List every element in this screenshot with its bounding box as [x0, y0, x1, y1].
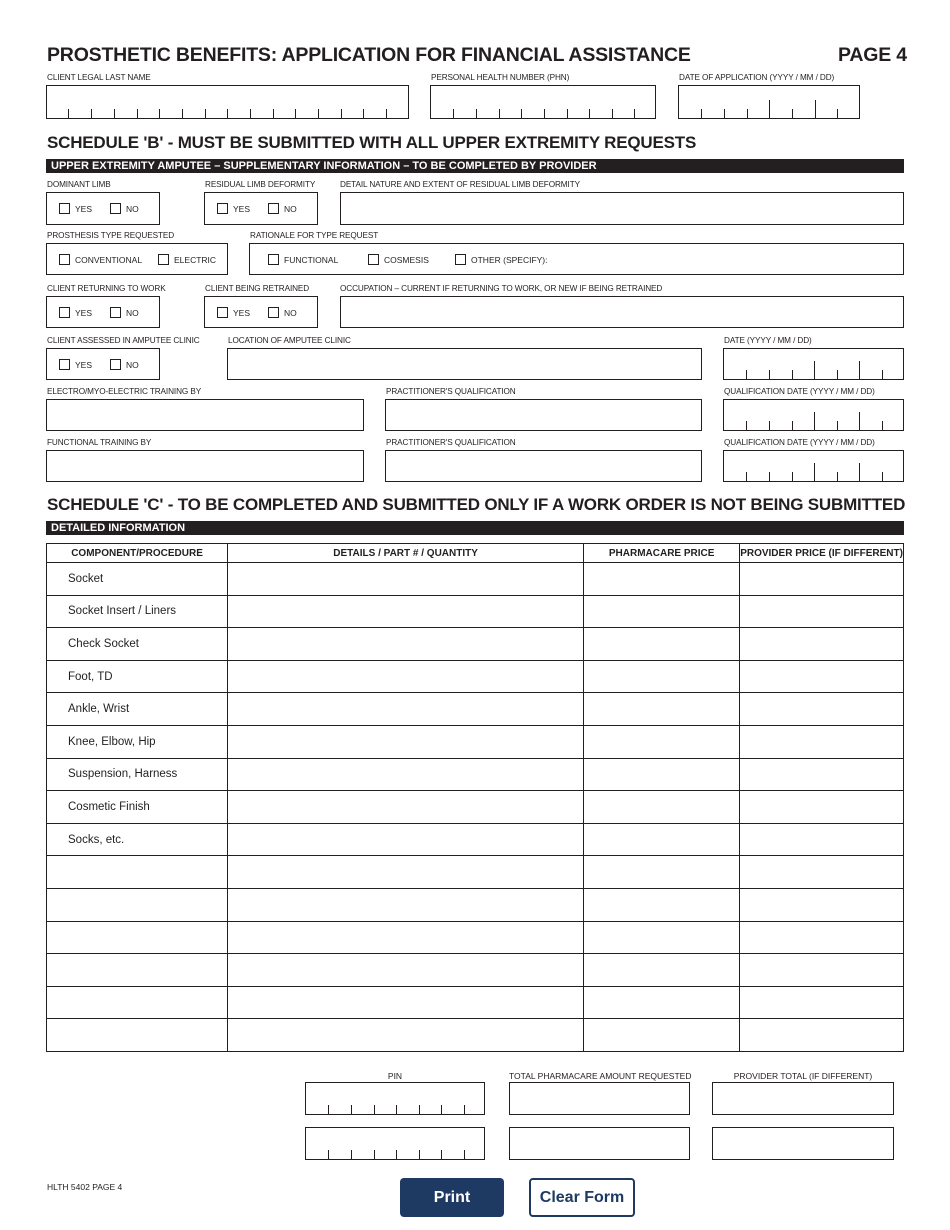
pharmacare-price-cell[interactable] [584, 563, 740, 596]
pin-ticks [306, 1150, 486, 1159]
component-cell: Ankle, Wrist [47, 693, 228, 726]
being-retrained-label: CLIENT BEING RETRAINED [205, 284, 310, 293]
component-cell: Socket [47, 563, 228, 596]
table-row [47, 758, 904, 791]
assessed-clinic-no[interactable] [110, 359, 139, 370]
electro-qual-date-label: QUALIFICATION DATE (YYYY / MM / DD) [724, 387, 875, 396]
pharmacare-price-cell[interactable] [584, 921, 740, 954]
checkbox[interactable] [217, 307, 228, 318]
assessed-clinic-group [46, 348, 160, 380]
last-name-field[interactable] [46, 85, 409, 119]
provider-price-cell[interactable] [740, 823, 904, 856]
checkbox-label: YES [75, 307, 93, 318]
provider-price-cell[interactable] [740, 758, 904, 791]
schedule-b-bar: UPPER EXTREMITY AMPUTEE – SUPPLEMENTARY INFORMATION – TO BE COMPLETED BY PROVIDER [46, 159, 904, 173]
checkbox-label: NO [284, 203, 297, 214]
pin-field-2[interactable] [305, 1127, 485, 1160]
checkbox[interactable] [59, 203, 70, 214]
col-header-component: COMPONENT/PROCEDURE [47, 544, 228, 563]
details-cell[interactable] [228, 791, 584, 824]
residual-deformity-yes[interactable] [217, 203, 250, 214]
pharmacare-price-cell[interactable] [584, 986, 740, 1019]
application-date-ticks [679, 109, 861, 118]
electro-practitioner-qual-label: PRACTITIONER'S QUALIFICATION [386, 387, 516, 396]
checkbox[interactable] [268, 307, 279, 318]
details-cell[interactable] [228, 595, 584, 628]
details-cell[interactable] [228, 1019, 584, 1052]
component-cell: Foot, TD [47, 660, 228, 693]
being-retrained-no[interactable] [268, 307, 297, 318]
occupation-label: OCCUPATION – CURRENT IF RETURNING TO WORK, OR NEW IF BEING RETRAINED [340, 284, 663, 293]
component-cell: Socket Insert / Liners [47, 595, 228, 628]
pharmacare-price-cell[interactable] [584, 628, 740, 661]
checkbox[interactable] [110, 307, 121, 318]
details-cell[interactable] [228, 954, 584, 987]
provider-price-cell[interactable] [740, 921, 904, 954]
rationale-group [249, 243, 904, 275]
clinic-date-label: DATE (YYYY / MM / DD) [724, 336, 812, 345]
checkbox-label: OTHER (SPECIFY): [471, 254, 548, 265]
option-conventional[interactable] [59, 254, 142, 265]
pharmacare-price-cell[interactable] [584, 856, 740, 889]
table-row [47, 595, 904, 628]
checkbox-label: YES [233, 203, 251, 214]
electro-training-field[interactable] [46, 399, 364, 431]
phn-label: PERSONAL HEALTH NUMBER (PHN) [431, 73, 570, 82]
checkbox[interactable] [110, 359, 121, 370]
checkbox-label: YES [75, 203, 93, 214]
details-cell[interactable] [228, 921, 584, 954]
being-retrained-yes[interactable] [217, 307, 250, 318]
schedule-c-title: SCHEDULE 'C' - TO BE COMPLETED AND SUBMITTED ONLY IF A WORK ORDER IS NOT BEING SUBMITTED [47, 495, 906, 514]
table-row [47, 921, 904, 954]
checkbox-label: COSMESIS [384, 254, 429, 265]
checkbox[interactable] [59, 307, 70, 318]
table-row [47, 693, 904, 726]
details-cell[interactable] [228, 628, 584, 661]
functional-training-field[interactable] [46, 450, 364, 482]
pharmacare-price-cell[interactable] [584, 1019, 740, 1052]
assessed-clinic-label: CLIENT ASSESSED IN AMPUTEE CLINIC [47, 336, 200, 345]
last-name-ticks [47, 109, 410, 118]
returning-work-label: CLIENT RETURNING TO WORK [47, 284, 166, 293]
dominant-limb-group [46, 192, 160, 225]
checkbox-label: NO [126, 203, 139, 214]
pharmacare-price-cell[interactable] [584, 758, 740, 791]
table-row [47, 563, 904, 596]
rationale-label: RATIONALE FOR TYPE REQUEST [250, 231, 379, 240]
pin-ticks [306, 1105, 486, 1114]
clinic-date-field[interactable] [723, 348, 904, 380]
table-row [47, 628, 904, 661]
details-cell[interactable] [228, 856, 584, 889]
pin-label: PIN [387, 1071, 403, 1081]
table-row [47, 888, 904, 921]
being-retrained-group [204, 296, 318, 328]
page-number: PAGE 4 [838, 44, 907, 66]
col-header-provider-price: PROVIDER PRICE (IF DIFFERENT) [740, 544, 904, 563]
total-pharmacare-label: TOTAL PHARMACARE AMOUNT REQUESTED [509, 1071, 692, 1081]
checkbox-label: FUNCTIONAL [284, 254, 339, 265]
pharmacare-price-cell[interactable] [584, 725, 740, 758]
option-other[interactable] [455, 254, 548, 265]
prosthesis-type-label: PROSTHESIS TYPE REQUESTED [47, 231, 175, 240]
total-pharmacare-field-1[interactable] [509, 1082, 690, 1115]
checkbox[interactable] [59, 254, 70, 265]
table-row [47, 791, 904, 824]
functional-practitioner-qual-field[interactable] [385, 450, 702, 482]
pharmacare-price-cell[interactable] [584, 888, 740, 921]
checkbox-label: NO [126, 359, 139, 370]
provider-price-cell[interactable] [740, 986, 904, 1019]
provider-price-cell[interactable] [740, 628, 904, 661]
pin-field-1[interactable] [305, 1082, 485, 1115]
schedule-b-title: SCHEDULE 'B' - MUST BE SUBMITTED WITH ALL UPPER EXTREMITY REQUESTS [47, 133, 697, 152]
component-cell [47, 986, 228, 1019]
component-cell [47, 1019, 228, 1052]
table-row [47, 1019, 904, 1052]
table-row [47, 823, 904, 856]
details-cell[interactable] [228, 693, 584, 726]
provider-price-cell[interactable] [740, 856, 904, 889]
print-button[interactable]: Print [400, 1178, 504, 1217]
checkbox[interactable] [217, 203, 228, 214]
total-pharmacare-field-2[interactable] [509, 1127, 690, 1160]
returning-work-group [46, 296, 160, 328]
residual-deformity-no[interactable] [268, 203, 297, 214]
provider-price-cell[interactable] [740, 693, 904, 726]
electro-practitioner-qual-field[interactable] [385, 399, 702, 431]
component-cell [47, 856, 228, 889]
details-cell[interactable] [228, 986, 584, 1019]
application-date-field[interactable] [678, 85, 860, 119]
checkbox[interactable] [268, 203, 279, 214]
col-header-details: DETAILS / PART # / QUANTITY [228, 544, 584, 563]
details-cell[interactable] [228, 888, 584, 921]
details-cell[interactable] [228, 823, 584, 856]
returning-work-yes[interactable] [59, 307, 92, 318]
checkbox[interactable] [455, 254, 466, 265]
checkbox[interactable] [368, 254, 379, 265]
provider-price-cell[interactable] [740, 1019, 904, 1052]
option-functional[interactable] [268, 254, 338, 265]
component-cell: Socks, etc. [47, 823, 228, 856]
details-cell[interactable] [228, 563, 584, 596]
functional-qual-date-label: QUALIFICATION DATE (YYYY / MM / DD) [724, 438, 875, 447]
schedule-c-bar: DETAILED INFORMATION [46, 521, 904, 535]
component-cell: Suspension, Harness [47, 758, 228, 791]
phn-field[interactable] [430, 85, 656, 119]
phn-ticks [431, 109, 657, 118]
pharmacare-price-cell[interactable] [584, 954, 740, 987]
table-row [47, 725, 904, 758]
pharmacare-price-cell[interactable] [584, 823, 740, 856]
returning-work-no[interactable] [110, 307, 139, 318]
table-row [47, 986, 904, 1019]
details-cell[interactable] [228, 725, 584, 758]
occupation-field[interactable] [340, 296, 904, 328]
detail-nature-label: DETAIL NATURE AND EXTENT OF RESIDUAL LIMB DEFORMITY [340, 180, 580, 189]
option-cosmesis[interactable] [368, 254, 429, 265]
provider-total-field-1[interactable] [712, 1082, 894, 1115]
pharmacare-price-cell[interactable] [584, 693, 740, 726]
detail-nature-field[interactable] [340, 192, 904, 225]
provider-price-cell[interactable] [740, 563, 904, 596]
form-id: HLTH 5402 PAGE 4 [47, 1182, 123, 1192]
component-cell [47, 954, 228, 987]
provider-price-cell[interactable] [740, 954, 904, 987]
electro-qual-date-field[interactable] [723, 399, 904, 431]
functional-practitioner-qual-label: PRACTITIONER'S QUALIFICATION [386, 438, 516, 447]
component-cell [47, 921, 228, 954]
checkbox-label: NO [284, 307, 297, 318]
provider-total-label: PROVIDER TOTAL (IF DIFFERENT) [733, 1071, 873, 1081]
dominant-limb-label: DOMINANT LIMB [47, 180, 111, 189]
functional-training-label: FUNCTIONAL TRAINING BY [47, 438, 152, 447]
checkbox[interactable] [158, 254, 169, 265]
pharmacare-price-cell[interactable] [584, 660, 740, 693]
clear-form-button[interactable]: Clear Form [529, 1178, 635, 1217]
location-clinic-field[interactable] [227, 348, 702, 380]
pharmacare-price-cell[interactable] [584, 595, 740, 628]
pharmacare-price-cell[interactable] [584, 791, 740, 824]
checkbox-label: NO [126, 307, 139, 318]
table-row [47, 954, 904, 987]
clinic-date-ticks [724, 370, 905, 379]
provider-price-cell[interactable] [740, 888, 904, 921]
checkbox[interactable] [268, 254, 279, 265]
checkbox[interactable] [59, 359, 70, 370]
details-cell[interactable] [228, 758, 584, 791]
component-cell: Cosmetic Finish [47, 791, 228, 824]
provider-total-field-2[interactable] [712, 1127, 894, 1160]
electro-training-label: ELECTRO/MYO-ELECTRIC TRAINING BY [47, 387, 202, 396]
component-cell [47, 888, 228, 921]
checkbox[interactable] [110, 203, 121, 214]
provider-price-cell[interactable] [740, 725, 904, 758]
checkbox-label: CONVENTIONAL [75, 254, 143, 265]
residual-deformity-label: RESIDUAL LIMB DEFORMITY [205, 180, 316, 189]
table-header-row [47, 544, 904, 563]
form-title: PROSTHETIC BENEFITS: APPLICATION FOR FINANCIAL ASSISTANCE [47, 44, 691, 66]
option-electric[interactable] [158, 254, 216, 265]
checkbox-label: YES [233, 307, 251, 318]
dominant-limb-no[interactable] [110, 203, 139, 214]
dominant-limb-yes[interactable] [59, 203, 92, 214]
details-cell[interactable] [228, 660, 584, 693]
location-clinic-label: LOCATION OF AMPUTEE CLINIC [228, 336, 351, 345]
component-cell: Check Socket [47, 628, 228, 661]
functional-qual-date-ticks [724, 472, 905, 481]
table-row [47, 856, 904, 889]
assessed-clinic-yes[interactable] [59, 359, 92, 370]
provider-price-cell[interactable] [740, 791, 904, 824]
provider-price-cell[interactable] [740, 595, 904, 628]
electro-qual-date-ticks [724, 421, 905, 430]
col-header-pharmacare-price: PHARMACARE PRICE [584, 544, 740, 563]
table-row [47, 660, 904, 693]
prosthesis-type-group [46, 243, 228, 275]
last-name-label: CLIENT LEGAL LAST NAME [47, 73, 151, 82]
application-date-label: DATE OF APPLICATION (YYYY / MM / DD) [679, 73, 835, 82]
provider-price-cell[interactable] [740, 660, 904, 693]
residual-deformity-group [204, 192, 318, 225]
checkbox-label: YES [75, 359, 93, 370]
component-cell: Knee, Elbow, Hip [47, 725, 228, 758]
functional-qual-date-field[interactable] [723, 450, 904, 482]
detail-table [46, 543, 904, 1052]
checkbox-label: ELECTRIC [174, 254, 217, 265]
